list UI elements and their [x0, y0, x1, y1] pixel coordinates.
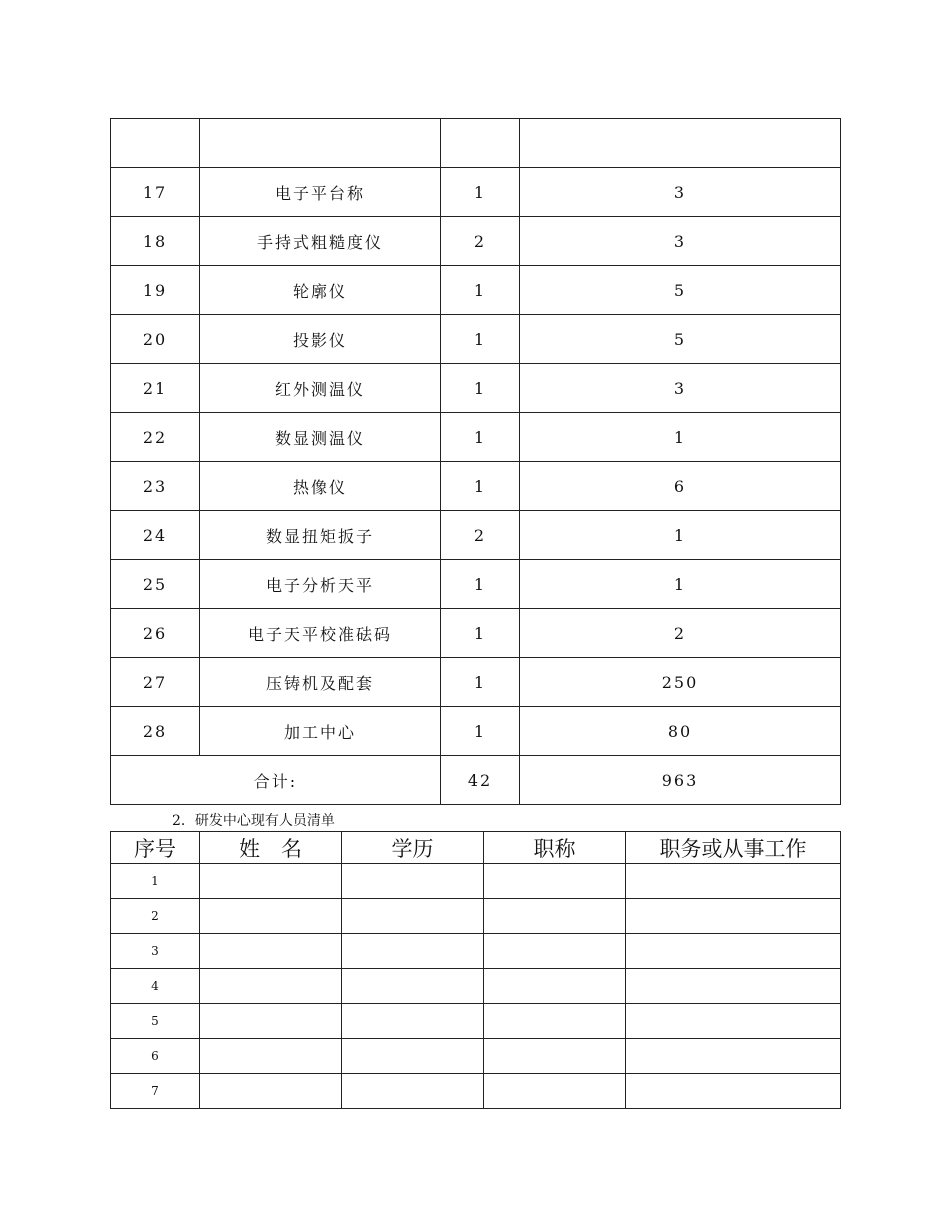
staff-education	[342, 1039, 484, 1074]
equipment-value: 1	[520, 511, 841, 560]
equipment-name: 加工中心	[200, 707, 441, 756]
equipment-number: 27	[111, 658, 200, 707]
equipment-number: 19	[111, 266, 200, 315]
staff-row	[111, 864, 841, 899]
staff-education	[342, 864, 484, 899]
staff-name	[200, 899, 342, 934]
staff-education	[342, 969, 484, 1004]
staff-education	[342, 899, 484, 934]
staff-position	[626, 934, 841, 969]
staff-position	[626, 1074, 841, 1109]
staff-position	[626, 1039, 841, 1074]
equipment-row	[111, 266, 841, 315]
equipment-number: 28	[111, 707, 200, 756]
equipment-quantity: 1	[441, 413, 520, 462]
equipment-quantity: 2	[441, 217, 520, 266]
equipment-value: 1	[520, 413, 841, 462]
equipment-quantity: 1	[441, 462, 520, 511]
equipment-quantity: 1	[441, 315, 520, 364]
equipment-number: 24	[111, 511, 200, 560]
equipment-row	[111, 511, 841, 560]
staff-position	[626, 1004, 841, 1039]
header-number: 序号	[111, 832, 200, 864]
staff-table	[110, 831, 841, 1109]
equipment-value: 5	[520, 315, 841, 364]
equipment-quantity: 1	[441, 364, 520, 413]
equipment-value	[520, 119, 841, 168]
equipment-name	[200, 119, 441, 168]
equipment-name: 电子天平校准砝码	[200, 609, 441, 658]
staff-title	[484, 969, 626, 1004]
equipment-number: 25	[111, 560, 200, 609]
equipment-number	[111, 119, 200, 168]
staff-education	[342, 934, 484, 969]
equipment-name: 投影仪	[200, 315, 441, 364]
equipment-value: 6	[520, 462, 841, 511]
equipment-value: 1	[520, 560, 841, 609]
equipment-quantity: 1	[441, 707, 520, 756]
equipment-row	[111, 707, 841, 756]
staff-title	[484, 899, 626, 934]
staff-title	[484, 864, 626, 899]
total-qty: 42	[441, 756, 520, 805]
equipment-table-body	[111, 119, 841, 756]
equipment-value: 250	[520, 658, 841, 707]
staff-title	[484, 934, 626, 969]
staff-name	[200, 1074, 342, 1109]
staff-section-caption: 2．研发中心现有人员清单	[172, 813, 335, 829]
staff-education	[342, 1004, 484, 1039]
staff-name	[200, 1039, 342, 1074]
equipment-number: 26	[111, 609, 200, 658]
equipment-name: 数显扭矩扳子	[200, 511, 441, 560]
header-position: 职务或从事工作	[626, 832, 841, 864]
equipment-value: 3	[520, 217, 841, 266]
equipment-value: 2	[520, 609, 841, 658]
equipment-row	[111, 217, 841, 266]
staff-number: 2	[111, 899, 200, 934]
equipment-row	[111, 315, 841, 364]
equipment-row	[111, 413, 841, 462]
total-label: 合计:	[111, 756, 441, 805]
equipment-table	[110, 118, 841, 805]
equipment-number: 17	[111, 168, 200, 217]
equipment-row	[111, 609, 841, 658]
equipment-quantity: 2	[441, 511, 520, 560]
equipment-value: 5	[520, 266, 841, 315]
equipment-row	[111, 119, 841, 168]
staff-name	[200, 934, 342, 969]
equipment-name: 红外测温仪	[200, 364, 441, 413]
equipment-number: 21	[111, 364, 200, 413]
equipment-row	[111, 462, 841, 511]
header-name: 姓 名	[200, 832, 342, 864]
equipment-quantity	[441, 119, 520, 168]
staff-education	[342, 1074, 484, 1109]
equipment-row	[111, 364, 841, 413]
equipment-value: 3	[520, 168, 841, 217]
equipment-quantity: 1	[441, 609, 520, 658]
total-value: 963	[520, 756, 841, 805]
staff-number: 6	[111, 1039, 200, 1074]
equipment-name: 压铸机及配套	[200, 658, 441, 707]
equipment-name: 电子分析天平	[200, 560, 441, 609]
staff-row	[111, 1039, 841, 1074]
equipment-quantity: 1	[441, 266, 520, 315]
equipment-total-row	[111, 756, 841, 805]
staff-row	[111, 934, 841, 969]
equipment-row	[111, 658, 841, 707]
staff-table-body	[111, 864, 841, 1109]
staff-name	[200, 969, 342, 1004]
equipment-quantity: 1	[441, 168, 520, 217]
staff-number: 4	[111, 969, 200, 1004]
equipment-name: 热像仪	[200, 462, 441, 511]
staff-position	[626, 899, 841, 934]
equipment-number: 22	[111, 413, 200, 462]
header-education: 学历	[342, 832, 484, 864]
staff-title	[484, 1004, 626, 1039]
staff-title	[484, 1074, 626, 1109]
equipment-value: 80	[520, 707, 841, 756]
staff-row	[111, 1004, 841, 1039]
staff-number: 5	[111, 1004, 200, 1039]
equipment-value: 3	[520, 364, 841, 413]
equipment-name: 电子平台称	[200, 168, 441, 217]
equipment-row	[111, 560, 841, 609]
equipment-name: 轮廓仪	[200, 266, 441, 315]
staff-number: 1	[111, 864, 200, 899]
staff-position	[626, 864, 841, 899]
equipment-number: 20	[111, 315, 200, 364]
equipment-quantity: 1	[441, 560, 520, 609]
equipment-quantity: 1	[441, 658, 520, 707]
equipment-number: 18	[111, 217, 200, 266]
staff-name	[200, 864, 342, 899]
staff-number: 3	[111, 934, 200, 969]
staff-row	[111, 899, 841, 934]
equipment-name: 手持式粗糙度仪	[200, 217, 441, 266]
staff-position	[626, 969, 841, 1004]
staff-number: 7	[111, 1074, 200, 1109]
staff-header-row	[111, 832, 841, 864]
staff-row	[111, 969, 841, 1004]
staff-title	[484, 1039, 626, 1074]
equipment-name: 数显测温仪	[200, 413, 441, 462]
staff-row	[111, 1074, 841, 1109]
header-title: 职称	[484, 832, 626, 864]
staff-name	[200, 1004, 342, 1039]
equipment-row	[111, 168, 841, 217]
equipment-number: 23	[111, 462, 200, 511]
